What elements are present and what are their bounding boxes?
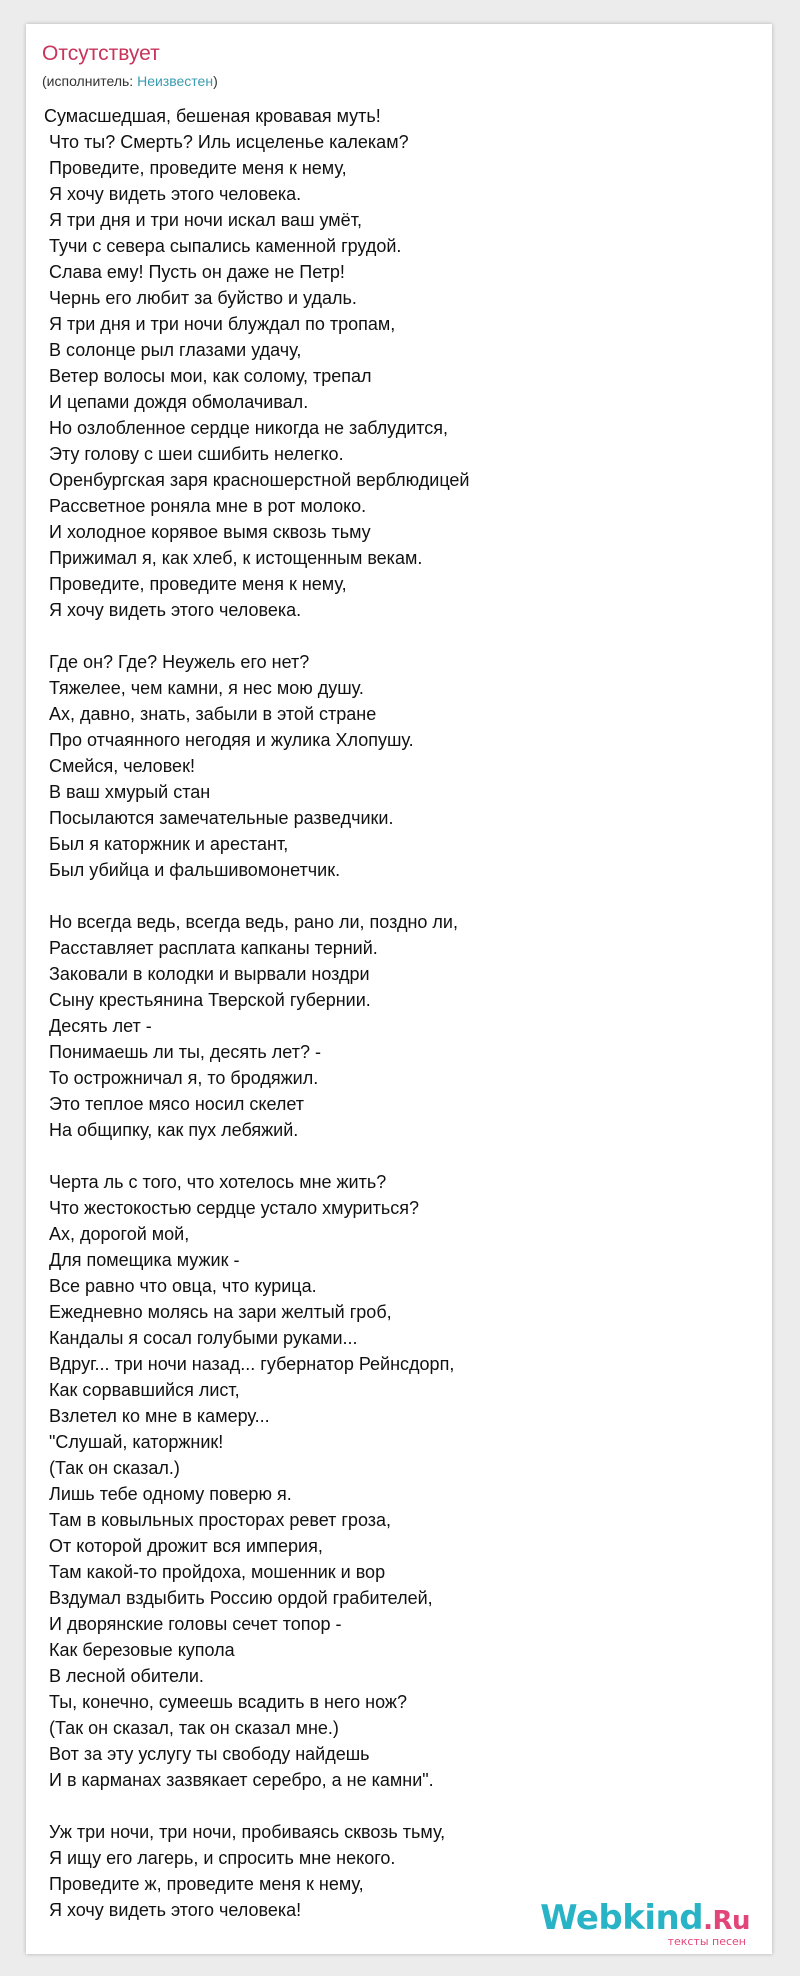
- stanza-gap: [44, 883, 764, 909]
- lyric-line: Был я каторжник и арестант,: [44, 834, 289, 854]
- artist-line: [42, 72, 218, 90]
- lyric-line: (Так он сказал.): [44, 1458, 180, 1478]
- lyric-line: Десять лет -: [44, 1016, 152, 1036]
- lyric-line: Но всегда ведь, всегда ведь, рано ли, поздно ли,: [44, 912, 458, 932]
- lyric-line: Проведите, проведите меня к нему,: [44, 574, 347, 594]
- lyric-line: Черта ль с того, что хотелось мне жить?: [44, 1172, 387, 1192]
- lyric-line: И холодное корявое вымя сквозь тьму: [44, 522, 371, 542]
- logo-subtitle: тексты песен: [667, 1935, 746, 1948]
- lyric-line: Но озлобленное сердце никогда не заблудится,: [44, 418, 449, 438]
- lyric-line: В лесной обители.: [44, 1666, 204, 1686]
- lyric-line: Вдруг... три ночи назад... губернатор Рейнсдорп,: [44, 1354, 455, 1374]
- lyric-line: Я хочу видеть этого человека!: [44, 1900, 302, 1920]
- lyric-line: (Так он сказал, так он сказал мне.): [44, 1718, 339, 1738]
- lyric-line: И дворянские головы сечет топор -: [44, 1614, 342, 1634]
- lyric-line: Оренбургская заря красношерстной верблюдицей: [44, 470, 470, 490]
- lyric-line: Проведите ж, проведите меня к нему,: [44, 1874, 364, 1894]
- stanza-gap: [44, 1793, 764, 1819]
- lyric-line: Я хочу видеть этого человека.: [44, 184, 302, 204]
- logo-ru-text: .Ru: [703, 1906, 750, 1936]
- lyric-line: Эту голову с шеи сшибить нелегко.: [44, 444, 344, 464]
- lyric-line: От которой дрожит вся империя,: [44, 1536, 323, 1556]
- lyric-line: Ты, конечно, сумеешь всадить в него нож?: [44, 1692, 407, 1712]
- lyric-line: Чернь его любит за буйство и удаль.: [44, 288, 357, 308]
- lyric-line: Что ты? Смерть? Иль исцеленье калекам?: [44, 132, 409, 152]
- logo-wordmark: [540, 1900, 750, 1939]
- lyric-line: Ах, дорогой мой,: [44, 1224, 190, 1244]
- lyric-line: Там в ковыльных просторах ревет гроза,: [44, 1510, 392, 1530]
- lyric-line: Ах, давно, знать, забыли в этой стране: [44, 704, 377, 724]
- lyric-line: Про отчаянного негодяя и жулика Хлопушу.: [44, 730, 414, 750]
- lyric-line: Как сорвавшийся лист,: [44, 1380, 240, 1400]
- lyric-line: В солонце рыл глазами удачу,: [44, 340, 302, 360]
- lyric-line: И цепами дождя обмолачивал.: [44, 392, 309, 412]
- lyric-line: "Слушай, каторжник!: [44, 1432, 224, 1452]
- lyric-line: На общипку, как пух лебяжий.: [44, 1120, 299, 1140]
- lyrics-card: [26, 24, 772, 1954]
- lyric-line: Вздумал вздыбить Россию ордой грабителей,: [44, 1588, 433, 1608]
- lyric-line: Я три дня и три ночи блуждал по тропам,: [44, 314, 396, 334]
- webkind-logo[interactable]: [540, 1900, 750, 1948]
- lyric-line: Для помещика мужик -: [44, 1250, 240, 1270]
- lyric-line: В ваш хмурый стан: [44, 782, 211, 802]
- lyric-line: И в карманах зазвякает серебро, а не камни".: [44, 1770, 434, 1790]
- lyric-line: Что жестокостью сердце устало хмуриться?: [44, 1198, 419, 1218]
- lyric-line: Вот за эту услугу ты свободу найдешь: [44, 1744, 370, 1764]
- lyric-line: Посылаются замечательные разведчики.: [44, 808, 394, 828]
- lyric-line: Это теплое мясо носил скелет: [44, 1094, 305, 1114]
- lyric-line: Лишь тебе одному поверю я.: [44, 1484, 292, 1504]
- artist-prefix: (исполнитель:: [42, 73, 138, 89]
- lyric-line: Я ищу его лагерь, и спросить мне некого.: [44, 1848, 396, 1868]
- stanza-gap: [44, 1143, 764, 1169]
- artist-link[interactable]: Неизвестен: [137, 73, 214, 89]
- lyric-line: Тучи с севера сыпались каменной грудой.: [44, 236, 402, 256]
- artist-suffix: ): [213, 73, 218, 89]
- lyric-line: Слава ему! Пусть он даже не Петр!: [44, 262, 345, 282]
- lyric-line: То острожничал я, то бродяжил.: [44, 1068, 319, 1088]
- lyric-line: Уж три ночи, три ночи, пробиваясь сквозь тьму,: [44, 1822, 446, 1842]
- lyric-line: Расставляет расплата капканы терний.: [44, 938, 378, 958]
- lyric-line: Я три дня и три ночи искал ваш умёт,: [44, 210, 362, 230]
- lyric-line: Сыну крестьянина Тверской губернии.: [44, 990, 371, 1010]
- lyric-line: Где он? Где? Неужель его нет?: [44, 652, 310, 672]
- lyric-line: Тяжелее, чем камни, я нес мою душу.: [44, 678, 364, 698]
- lyric-line: Прижимал я, как хлеб, к истощенным векам.: [44, 548, 423, 568]
- lyric-line: Ветер волосы мои, как солому, трепал: [44, 366, 372, 386]
- lyric-line: Сумасшедшая, бешеная кровавая муть!: [44, 106, 381, 126]
- song-title: Отсутствует: [42, 42, 160, 65]
- lyric-line: Там какой-то пройдоха, мошенник и вор: [44, 1562, 386, 1582]
- lyric-line: Проведите, проведите меня к нему,: [44, 158, 347, 178]
- lyric-line: Все равно что овца, что курица.: [44, 1276, 317, 1296]
- lyric-line: Кандалы я сосал голубыми руками...: [44, 1328, 358, 1348]
- lyric-line: Смейся, человек!: [44, 756, 195, 776]
- lyric-line: Взлетел ко мне в камеру...: [44, 1406, 270, 1426]
- stanza-gap: [44, 623, 764, 649]
- lyric-line: Я хочу видеть этого человека.: [44, 600, 302, 620]
- lyrics-text: [44, 103, 764, 1923]
- lyric-line: Ежедневно молясь на зари желтый гроб,: [44, 1302, 392, 1322]
- lyric-line: Понимаешь ли ты, десять лет? -: [44, 1042, 321, 1062]
- lyric-line: Заковали в колодки и вырвали ноздри: [44, 964, 370, 984]
- lyric-line: Как березовые купола: [44, 1640, 235, 1660]
- lyric-line: Был убийца и фальшивомонетчик.: [44, 860, 341, 880]
- lyric-line: Рассветное роняла мне в рот молоко.: [44, 496, 367, 516]
- logo-web-text: Webkind: [540, 1898, 704, 1938]
